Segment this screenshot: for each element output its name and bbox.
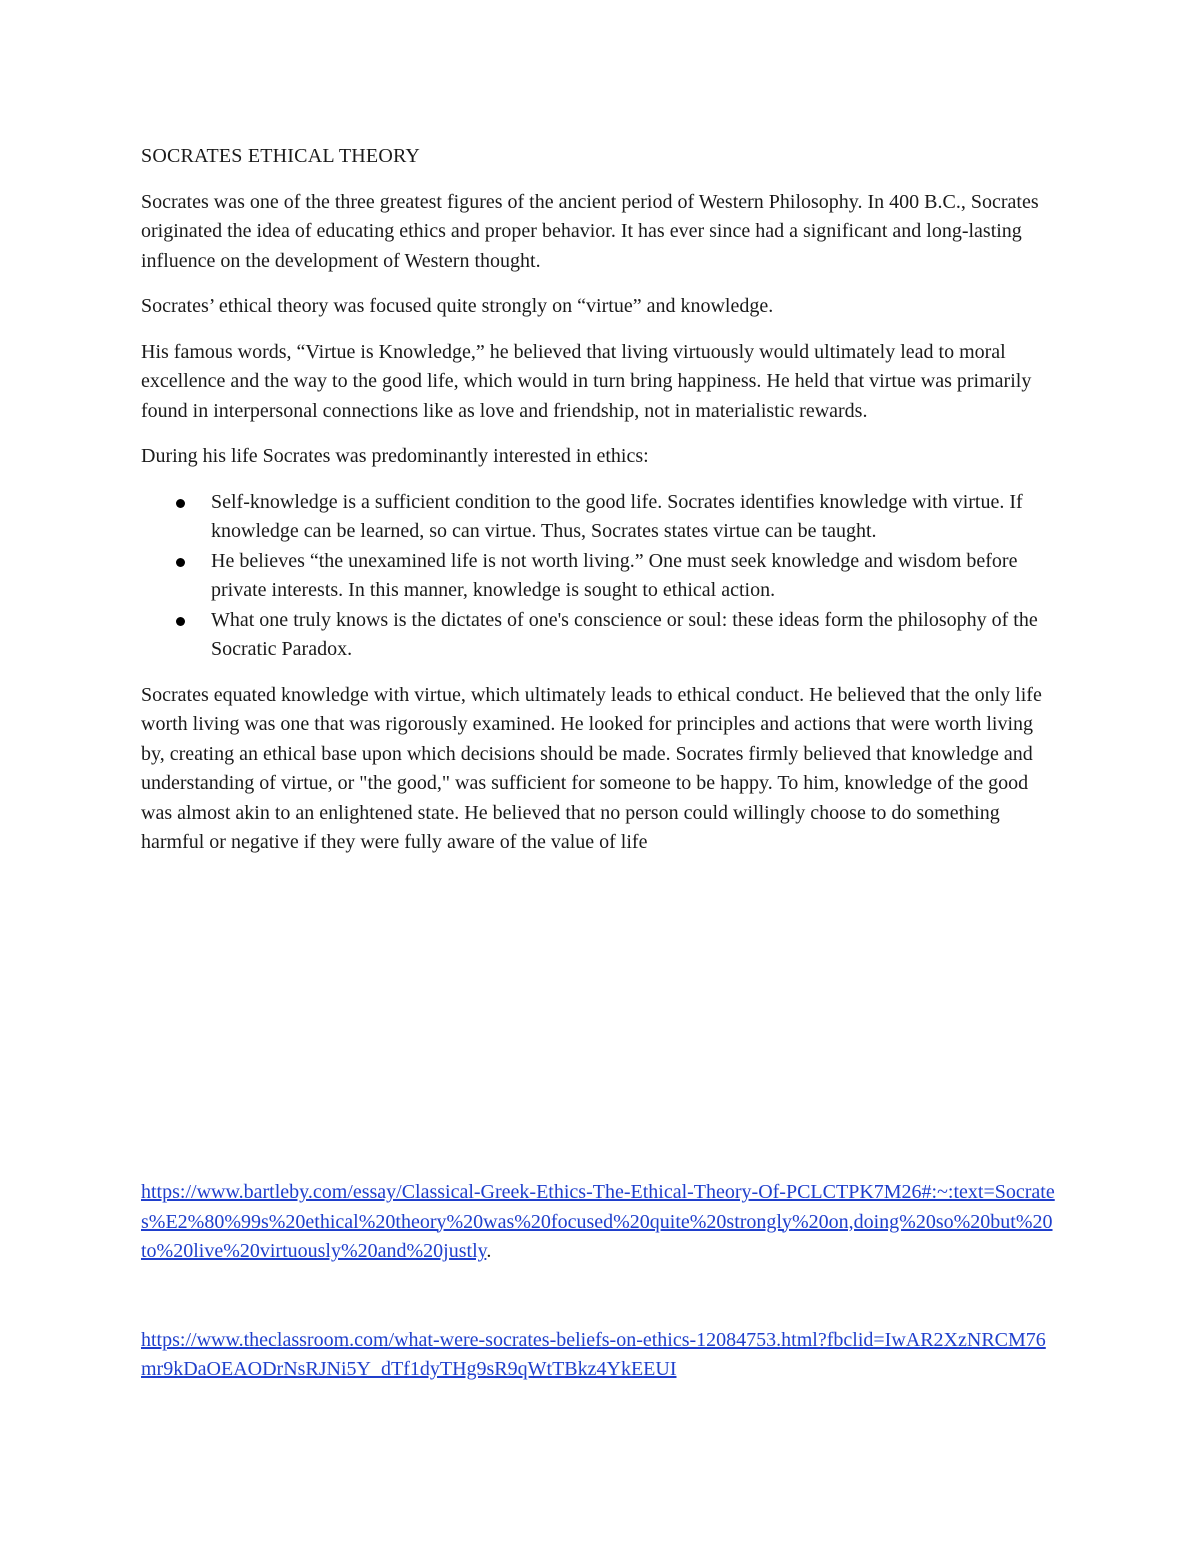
reference-suffix: . [486, 1240, 492, 1262]
reference-theclassroom [141, 1326, 1056, 1385]
list-item-text: What one truly knows is the dictates of one's conscience or soul: these ideas form the philosophy of the Socratic Paradox. [211, 608, 1038, 660]
reference-bartleby [141, 1178, 1056, 1267]
closing-paragraph: Socrates equated knowledge with virtue, which ultimately leads to ethical conduct. He believed that the only life worth living was one that was rigorously examined. He looked for principles and actions that were worth living by, creating an ethical base upon which decisions should be made. Socrates firmly believed that knowledge and understanding of virtue, or "the good," was sufficient for someone to be happy. To him, knowledge of the good was almost akin to an enlightened state. He believed that no person could willingly choose to do something harmful or negative if they were fully aware of the value of life [141, 683, 1042, 853]
list-item-text: He believes “the unexamined life is not worth living.” One must seek knowledge and wisdom before private interests. In this manner, knowledge is sought to ethical action. [211, 549, 1018, 601]
document-body [141, 142, 1056, 874]
reference-link-theclassroom[interactable]: https://www.theclassroom.com/what-were-socrates-beliefs-on-ethics-12084753.html?fbclid=IwAR2XzNRCM76mr9kDaOEAODrNsRJNi5Y_dTf1dyTHg9sR9qWtTBkz4YkEEUI [141, 1328, 1046, 1380]
virtue-knowledge-paragraph: Socrates’ ethical theory was focused quite strongly on “virtue” and knowledge. [141, 295, 774, 317]
reference-link-bartleby[interactable]: https://www.bartleby.com/essay/Classical-Greek-Ethics-The-Ethical-Theory-Of-PCLCTPK7M26#:~:text=Socrates%E2%80%99s%20ethical%20theory%20was%20focused%20quite%20strongly%20on,doing%20so%20but%20to%20live%20virtuously%20and%20justly [141, 1181, 1055, 1262]
famous-words-paragraph: His famous words, “Virtue is Knowledge,” he believed that living virtuously would ultimately lead to moral excellence and the way to the good life, which would in turn bring happiness. He held that virtue was primarily found in interpersonal connections like as love and friendship, not in materialistic rewards. [141, 340, 1032, 422]
list-item [141, 606, 1056, 665]
list-item [141, 547, 1056, 606]
bullet-icon [176, 617, 185, 626]
references-section [141, 1178, 1056, 1385]
intro-paragraph: Socrates was one of the three greatest figures of the ancient period of Western Philosophy. In 400 B.C., Socrates originated the idea of educating ethics and proper behavior. It has ever since had a significant and long-lasting influence on the development of Western thought. [141, 190, 1039, 272]
document-title: SOCRATES ETHICAL THEORY [141, 145, 421, 167]
beliefs-bullet-list [141, 488, 1056, 665]
bullet-icon [176, 558, 185, 567]
list-item [141, 488, 1056, 547]
list-item-text: Self-knowledge is a sufficient condition to the good life. Socrates identifies knowledge with virtue. If knowledge can be learned, so can virtue. Thus, Socrates states virtue can be taught. [211, 490, 1023, 542]
ethics-interest-paragraph: During his life Socrates was predominantly interested in ethics: [141, 445, 649, 467]
bullet-icon [176, 499, 185, 508]
